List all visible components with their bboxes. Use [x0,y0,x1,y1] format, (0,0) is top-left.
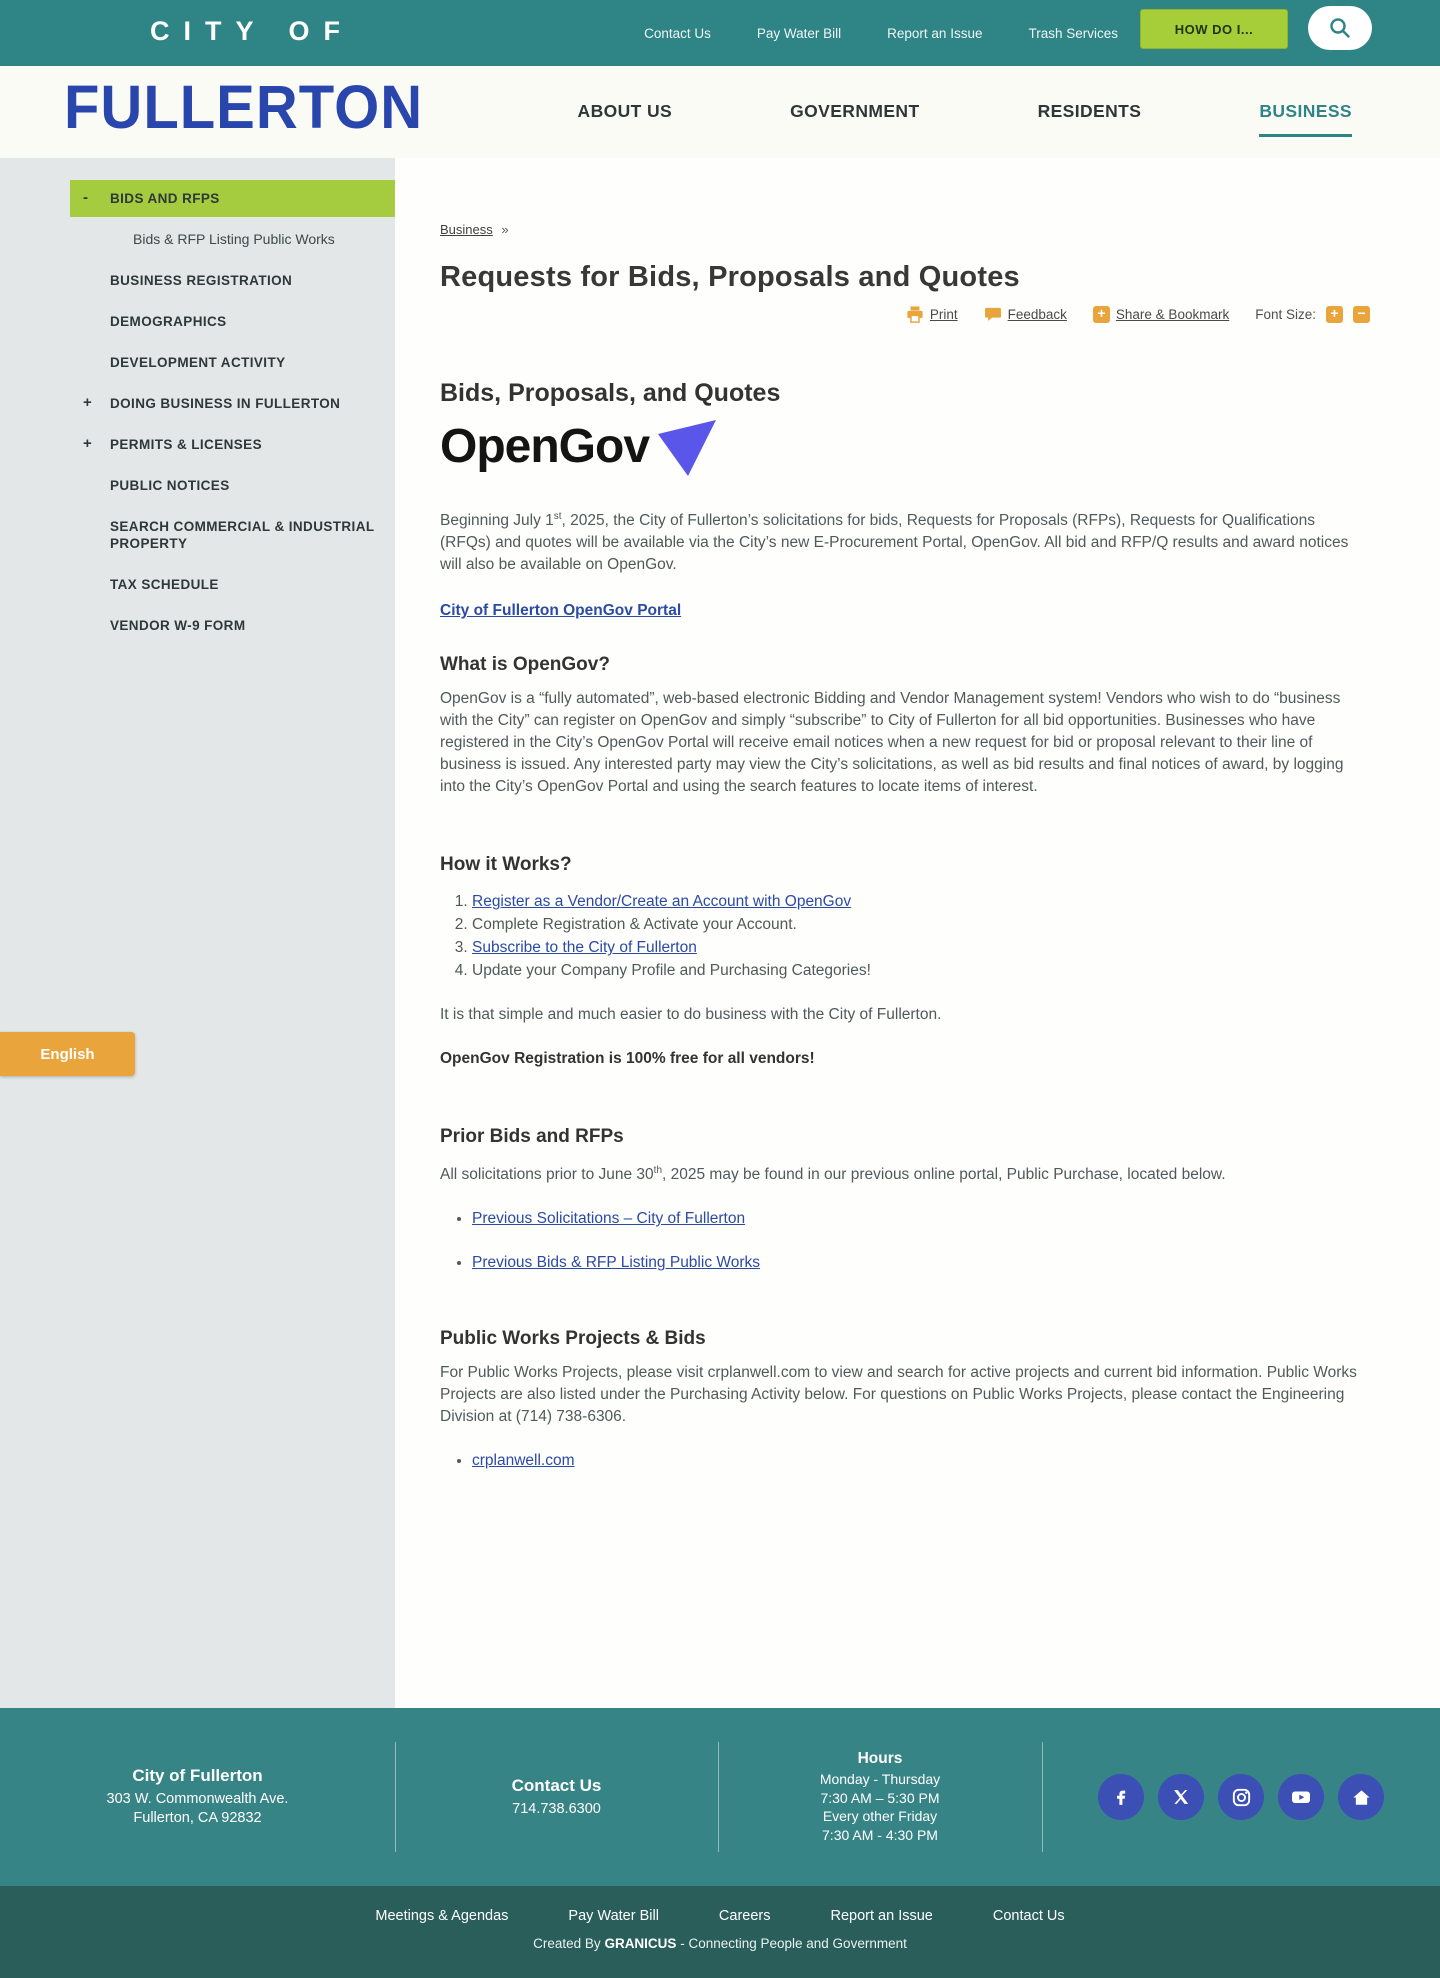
sidebar-menu [70,180,395,644]
x-twitter-icon[interactable] [1158,1774,1204,1820]
nav-residents[interactable]: RESIDENTS [1037,101,1142,121]
bottom-link-careers[interactable]: Careers [718,1908,771,1924]
main-content [395,158,1440,1708]
sidebar-item-vendor-w9-form[interactable] [70,607,395,644]
share-bookmark-link[interactable]: Share & Bookmark [1115,307,1230,322]
utility-link-contact-us[interactable]: Contact Us [644,25,711,41]
sidebar-item-label: TAX SCHEDULE [110,577,219,592]
footer-hours-line: Every other Friday [822,1808,938,1824]
register-vendor-link[interactable]: Register as a Vendor/Create an Account with OpenGov [472,893,852,911]
utility-link-report-an-issue[interactable]: Report an Issue [887,25,983,41]
sidebar-item-permits-licenses[interactable] [70,426,395,463]
prior-bids-paragraph [440,1160,1365,1186]
youtube-icon[interactable] [1278,1774,1324,1820]
opengov-arrow-icon [657,420,717,478]
intro-text: Beginning July 1 [440,512,554,530]
footer-phone: 714.738.6300 [512,1800,601,1817]
font-size-increase-button[interactable]: + [1326,306,1343,323]
free-registration-note: OpenGov Registration is 100% free for all vendors! [440,1050,815,1068]
breadcrumb-separator: » [501,222,509,237]
sidebar-item-business-registration[interactable] [70,262,395,299]
credit-prefix: Created By [533,1936,605,1951]
sidebar-item-label: DOING BUSINESS IN FULLERTON [110,396,341,411]
sidebar-item-doing-business-in-fullerton[interactable] [70,385,395,422]
sidebar-item-label: BIDS AND RFPS [110,191,220,206]
utility-link-pay-water-bill[interactable]: Pay Water Bill [756,25,842,41]
step-item: 2. Complete Registration & Activate your Account. [472,913,1370,936]
step-item [472,936,1370,959]
prior-bids-links [456,1210,1370,1272]
nav-business-active[interactable]: BUSINESS [1259,101,1352,137]
sidebar-item-tax-schedule[interactable] [70,566,395,603]
brand-city-of: CITY OF [150,16,355,46]
how-it-works-outro: It is that simple and much easier to do business with the City of Fullerton. [440,1006,942,1024]
credit-suffix: - Connecting People and Government [676,1936,907,1951]
brand-fullerton-logo[interactable]: FULLERTON [64,73,424,142]
breadcrumb-business-link[interactable]: Business [440,222,493,237]
bottom-link-contact-us[interactable]: Contact Us [992,1908,1065,1924]
intro-paragraph [440,506,1365,576]
font-size-decrease-button[interactable]: − [1353,306,1370,323]
bottom-link-meetings-agendas[interactable]: Meetings & Agendas [375,1908,509,1924]
list-item [472,1254,1370,1272]
how-do-i-button[interactable]: HOW DO I... [1140,9,1288,49]
crplanwell-link[interactable]: crplanwell.com [472,1452,575,1470]
nav-government[interactable]: GOVERNMENT [790,101,920,121]
how-it-works-heading: How it Works? [440,854,572,876]
footer-contact-column [395,1708,718,1886]
opengov-portal-link[interactable]: City of Fullerton OpenGov Portal [440,602,682,620]
footer-hours-line: 7:30 AM - 4:30 PM [822,1826,938,1843]
opengov-logo [440,416,1370,486]
previous-bids-rfp-listing-link[interactable]: Previous Bids & RFP Listing Public Works [472,1254,761,1272]
footer-social-column [1042,1708,1440,1886]
print-tool [906,306,958,323]
granicus-credit [0,1936,1440,1951]
prior-text-continued: , 2025 may be found in our previous online portal, Public Purchase, located below. [662,1166,1226,1184]
site-header [0,66,1440,158]
step-item: 4. Update your Company Profile and Purchasing Categories! [472,959,1370,982]
footer-bottom-links [0,1886,1440,1924]
share-plus-icon: + [1093,306,1110,323]
sidebar-item-label: BUSINESS REGISTRATION [110,273,293,288]
footer [0,1708,1440,1886]
feedback-icon [984,307,1002,323]
sidebar-item-label: SEARCH COMMERCIAL & INDUSTRIAL PROPERTY [110,519,375,551]
collapse-icon[interactable]: - [83,189,89,206]
public-works-links [456,1452,1370,1470]
footer-bottom-bar [0,1886,1440,1978]
sidebar-item-development-activity[interactable] [70,344,395,381]
share-bookmark-tool [1093,306,1229,323]
prior-text: All solicitations prior to June 30 [440,1166,654,1184]
footer-address-line1: 303 W. Commonwealth Ave. [106,1791,289,1807]
printer-icon [906,306,924,323]
how-it-works-steps [452,890,1370,982]
instagram-icon[interactable] [1218,1774,1264,1820]
footer-hours-column [718,1708,1042,1886]
page-toolbar [440,306,1370,323]
expand-icon[interactable]: + [83,394,93,411]
opengov-logo-text: OpenGov [440,420,650,473]
facebook-icon[interactable] [1098,1774,1144,1820]
intro-text-continued: , 2025, the City of Fullerton’s solicitations for bids, Requests for Proposals (RFPs), Requests for Qualifications (RFQs) and quotes will be available via the City’s new E-Procurement Portal, OpenGov. All bid and RFP/Q results and award notices will also be available on OpenGov. [440,512,1349,574]
utility-link-trash-services[interactable]: Trash Services [1028,25,1118,41]
nextdoor-icon[interactable] [1338,1774,1384,1820]
bottom-link-report-an-issue[interactable]: Report an Issue [830,1908,933,1924]
page-title: Requests for Bids, Proposals and Quotes [440,261,1020,293]
search-icon [1328,16,1353,41]
sidebar-item-label: DEVELOPMENT ACTIVITY [110,355,286,370]
sidebar-item-label: VENDOR W-9 FORM [110,618,246,633]
sidebar-item-label: PUBLIC NOTICES [110,478,230,493]
utility-nav [644,0,1118,66]
intro-superscript: st [553,511,562,522]
expand-icon[interactable]: + [83,435,93,452]
footer-hours-line: 7:30 AM – 5:30 PM [820,1789,940,1806]
public-works-paragraph: For Public Works Projects, please visit crplanwell.com to view and search for active projects and current bid information. Public Works Projects are also listed under the Purchasing Activity below. For questions on Public Works Projects, please contact the Engineering Division at (714) 738-6306. [440,1364,1357,1426]
feedback-link[interactable]: Feedback [1007,307,1067,322]
what-is-opengov-paragraph: OpenGov is a “fully automated”, web-based electronic Bidding and Vendor Management system! Vendors who wish to do “business with the City” can register on OpenGov and simply “subscribe” to City of Fullerton for all bid opportunities. Businesses who have registered in the City’s OpenGov Portal will receive email notices when a new request for bid or proposal relevant to their line of business is issued. Any interested party may view the City’s solicitations, as well as bid results and final notices of award, by logging into the City’s OpenGov Portal and using the search features to locate items of interest. [440,690,1344,796]
prior-bids-heading: Prior Bids and RFPs [440,1126,624,1148]
footer-hours-title: Hours [857,1750,903,1767]
breadcrumb [440,222,1370,237]
sidebar-item-bids-and-rfps[interactable] [70,180,395,217]
public-works-heading: Public Works Projects & Bids [440,1328,706,1350]
section-title: Bids, Proposals, and Quotes [440,379,781,407]
footer-contact-title: Contact Us [511,1775,602,1795]
footer-address-line2: Fullerton, CA 92832 [133,1810,262,1826]
subscribe-link[interactable]: Subscribe to the City of Fullerton [472,939,697,957]
sidebar-item-search-commercial-industrial-property[interactable] [70,508,395,562]
feedback-tool [984,307,1067,323]
print-link[interactable]: Print [929,307,958,322]
footer-hours-line: Monday - Thursday [819,1771,941,1787]
top-utility-bar [0,0,1440,66]
list-item [472,1452,1370,1470]
what-is-opengov-heading: What is OpenGov? [440,654,610,676]
bottom-link-pay-water-bill[interactable]: Pay Water Bill [568,1908,659,1924]
prior-superscript: th [653,1165,663,1177]
language-select-button[interactable]: English [0,1032,135,1076]
granicus-brand-link[interactable]: GRANICUS [604,1936,677,1951]
sidebar [0,158,395,1708]
font-size-label: Font Size: [1255,307,1316,322]
sidebar-item-demographics[interactable] [70,303,395,340]
sidebar-item-label: PERMITS & LICENSES [110,437,262,452]
main-nav [578,66,1352,158]
sidebar-item-bids-rfp-listing-public-works[interactable] [70,221,395,258]
search-button[interactable] [1308,6,1372,50]
list-item [472,1210,1370,1228]
sidebar-item-label: DEMOGRAPHICS [110,314,227,329]
footer-org-column [0,1708,395,1886]
nav-about-us[interactable]: ABOUT US [577,101,673,121]
step-item [472,890,1370,913]
sidebar-item-label: Bids & RFP Listing Public Works [133,231,335,247]
previous-solicitations-link[interactable]: Previous Solicitations – City of Fullerton [472,1210,746,1228]
sidebar-item-public-notices[interactable] [70,467,395,504]
footer-org-name: City of Fullerton [132,1766,263,1785]
